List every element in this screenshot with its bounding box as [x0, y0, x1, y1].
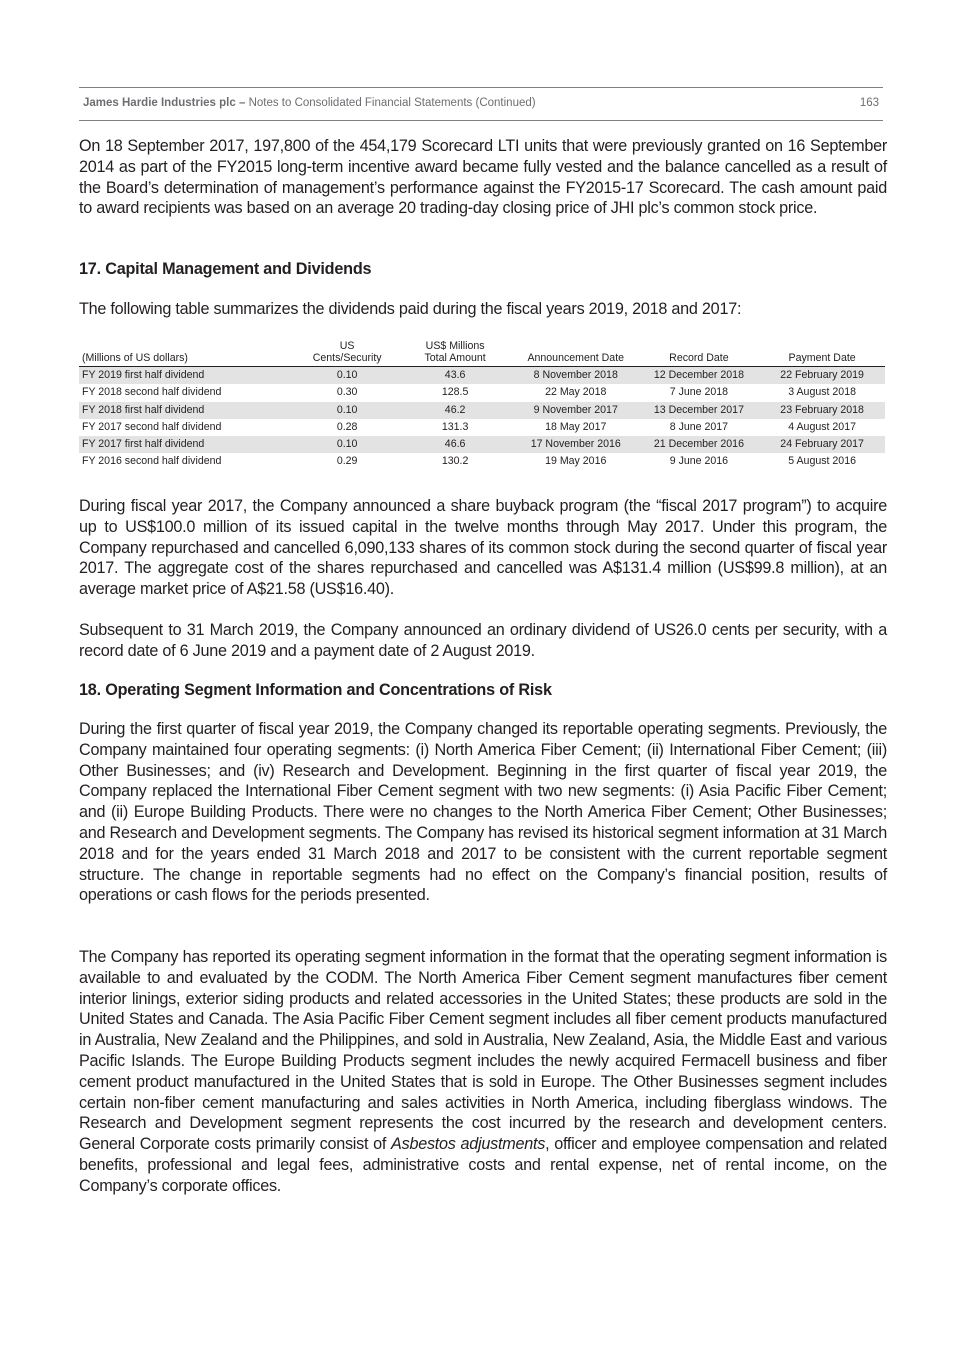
header-bottom-rule — [79, 120, 883, 121]
col-header-label: (Millions of US dollars) — [79, 341, 297, 367]
cell-label: FY 2018 second half dividend — [82, 386, 222, 399]
section-18-heading: 18. Operating Segment Information and Concentrations of Risk — [79, 681, 552, 699]
cell-total: 128.5 — [441, 386, 469, 399]
cell-total: 130.2 — [441, 455, 469, 468]
table-row — [79, 453, 885, 470]
cell-payment: 5 August 2016 — [788, 455, 856, 468]
running-header — [83, 97, 879, 109]
cell-cents: 0.30 — [336, 386, 358, 399]
header-top-rule — [79, 87, 883, 88]
cell-record: 9 June 2016 — [669, 455, 729, 468]
cell-announcement: 19 May 2016 — [545, 455, 607, 468]
cell-payment: 3 August 2018 — [788, 386, 856, 399]
cell-total: 46.6 — [397, 436, 513, 453]
cell-cents: 0.10 — [297, 402, 397, 419]
page-number: 163 — [859, 97, 879, 109]
cell-total: 131.3 — [441, 420, 469, 433]
paragraph-scorecard-lti: On 18 September 2017, 197,800 of the 454,179 Scorecard LTI units that were previously granted on 16 September 2014 as part of the FY2015 long-term incentive award became fully vested and the balance cancelled as a result of the Board’s determination of management’s performance against the FY2015-17 Scorecard. The cash amount paid to award recipients was based on an average 20 trading-day closing price of JHI plc’s common stock price. — [79, 137, 887, 218]
segment-text-part1: The Company has reported its operating segment information in the format that the operating segment information is available to and evaluated by the CODM. The North America Fiber Cement segment manufactures fiber cement interior linings, exterior siding products and related accessories in the United States; these products are sold in the United States and Canada. The Asia Pacific Fiber Cement segment includes all fiber cement products manufactured in Australia, New Zealand and the Philippines, and sold in Australia, New Zealand, Asia, the Middle East and various Pacific Islands. The Europe Building Products segment includes the newly acquired Fermacell business and fiber cement product manufactured in the United States that is sold in Europe. The Other Businesses segment includes certain non-fiber cement manufacturing and sales activities in North America, including fiberglass windows. The Research and Development segment represents the cost incurred by the research and development centers. General Corporate costs primarily consist of — [79, 948, 887, 1154]
header-title: Notes to Consolidated Financial Statements (Continued) — [248, 97, 536, 109]
cell-announcement: 8 November 2018 — [513, 367, 639, 385]
table-row — [79, 402, 885, 419]
col-header-total: US$ Millions Total Amount — [397, 341, 513, 367]
cell-record: 12 December 2018 — [639, 367, 760, 385]
cell-label: FY 2016 second half dividend — [82, 455, 222, 468]
asbestos-adjustments-italic: Asbestos adjustments — [391, 1135, 546, 1154]
paragraph-segment-changes: During the first quarter of fiscal year 2019, the Company changed its reportable operating segments. Previously, the Company maintained four operating segments: (i) North America Fiber Cement; (ii) International Fiber Cement; (iii) Other Businesses; and (iv) Research and Development. Beginning in the first quarter of fiscal year 2019, the Company replaced the International Fiber Cement segment with two new segments: (i) Asia Pacific Fiber Cement; and (ii) Europe Building Products. There were no changes to the North America Fiber Cement; Other Businesses; and Research and Development segments. The Company has revised its historical segment information at 31 March 2018 and for the years ended 31 March 2018 and 2017 to be consistent with the current reportable segment structure. The change in reportable segments had no effect on the Company’s financial position, results of operations or cash flows for the periods presented. — [79, 720, 887, 905]
cell-label: FY 2017 first half dividend — [79, 436, 297, 453]
table-header-row — [79, 341, 885, 367]
cell-record: 13 December 2017 — [639, 402, 760, 419]
table-row — [79, 384, 885, 401]
cell-announcement: 18 May 2017 — [545, 420, 607, 433]
cell-payment: 4 August 2017 — [788, 420, 856, 433]
cell-announcement: 22 May 2018 — [545, 386, 607, 399]
paragraph-segment-descriptions — [79, 947, 887, 1197]
paragraph-subsequent-dividend: Subsequent to 31 March 2019, the Company announced an ordinary dividend of US26.0 cents per security, with a record date of 6 June 2019 and a payment date of 2 August 2019. — [79, 621, 887, 660]
table-row — [79, 419, 885, 436]
cell-announcement: 17 November 2016 — [513, 436, 639, 453]
cell-payment: 22 February 2019 — [759, 367, 885, 385]
cell-label: FY 2017 second half dividend — [82, 420, 222, 433]
cell-cents: 0.10 — [297, 436, 397, 453]
table-row — [79, 367, 885, 385]
col-header-announcement: Announcement Date — [513, 341, 639, 367]
cell-cents: 0.28 — [336, 420, 358, 433]
paragraph-share-buyback: During fiscal year 2017, the Company announced a share buyback program (the “fiscal 2017 program”) to acquire up to US$100.0 million of its issued capital in the twelve months through May 2017. Under this program, the Company repurchased and cancelled 6,090,133 shares of its common stock during the second quarter of fiscal year 2017. The aggregate cost of the shares repurchased and cancelled was A$131.4 million (US$99.8 million), at an average market price of A$21.58 (US$16.40). — [79, 497, 887, 599]
col-header-record: Record Date — [639, 341, 760, 367]
segment-text-part2: , officer and employee compensation and related benefits, professional and legal fees, administrative costs and rental expense, net of rental income, on the Company’s corporate offices. — [79, 1135, 887, 1195]
cell-label: FY 2019 first half dividend — [79, 367, 297, 385]
cell-announcement: 9 November 2017 — [513, 402, 639, 419]
cell-record: 7 June 2018 — [669, 386, 729, 399]
section-17-heading: 17. Capital Management and Dividends — [79, 260, 372, 278]
cell-cents: 0.10 — [297, 367, 397, 385]
col-header-cents: US Cents/Security — [297, 341, 397, 367]
cell-label: FY 2018 first half dividend — [79, 402, 297, 419]
cell-total: 46.2 — [397, 402, 513, 419]
paragraph-table-intro: The following table summarizes the dividends paid during the fiscal years 2019, 2018 and 2017: — [79, 300, 742, 318]
header-company: James Hardie Industries plc — [83, 97, 236, 109]
cell-payment: 23 February 2018 — [759, 402, 885, 419]
header-separator: – — [235, 97, 249, 109]
cell-record: 21 December 2016 — [639, 436, 760, 453]
cell-payment: 24 February 2017 — [759, 436, 885, 453]
col-header-payment: Payment Date — [759, 341, 885, 367]
cell-total: 43.6 — [397, 367, 513, 385]
dividends-table — [79, 341, 885, 471]
cell-record: 8 June 2017 — [669, 420, 729, 433]
table-row — [79, 436, 885, 453]
cell-cents: 0.29 — [336, 455, 358, 468]
